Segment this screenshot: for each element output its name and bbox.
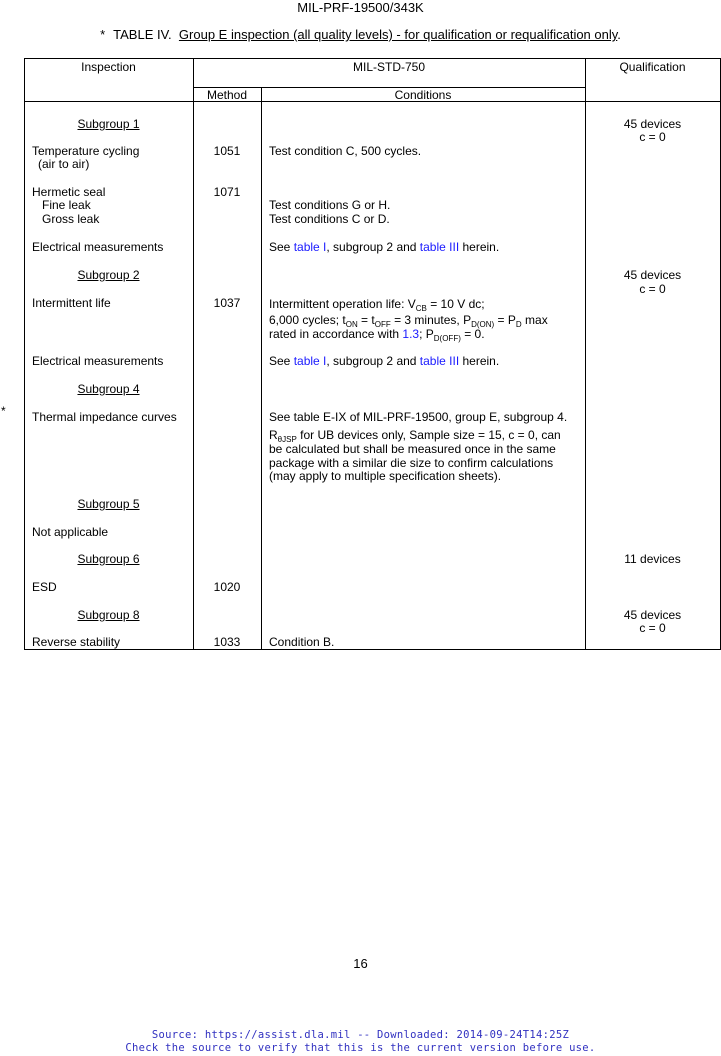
subgroup-2-title: Subgroup 2 — [77, 268, 140, 282]
temperature-cycling-method: 1051 — [213, 144, 241, 158]
header-inspection: Inspection — [81, 60, 136, 74]
intermittent-life-method: 1037 — [213, 296, 241, 310]
header-conditions: Conditions — [394, 88, 452, 102]
esd-method: 1020 — [213, 580, 241, 594]
gross-leak-condition: Test conditions C or D. — [269, 212, 390, 226]
subgroup-1-electrical-condition: See table I, subgroup 2 and table III herein. — [269, 240, 500, 254]
temperature-cycling-condition: Test condition C, 500 cycles. — [269, 144, 422, 158]
subgroup-5-not-applicable: Not applicable — [32, 525, 109, 539]
reverse-stability-label: Reverse stability — [32, 635, 121, 649]
subgroup-2-electrical-condition: See table I, subgroup 2 and table III herein. — [269, 354, 500, 368]
temperature-cycling-sublabel: (air to air) — [38, 157, 90, 171]
subgroup-2-acceptance: c = 0 — [639, 282, 666, 296]
subgroup-8-acceptance: c = 0 — [639, 621, 666, 635]
source-footer-line: Source: https://assist.dla.mil -- Downloaded: 2014-09-24T14:25Z — [151, 1029, 570, 1041]
method-divider — [261, 87, 262, 650]
table-caption: Group E inspection (all quality levels) - for qualification or requalification only — [178, 27, 618, 42]
subgroup-4-title: Subgroup 4 — [77, 382, 140, 396]
table-i-link[interactable]: table I — [293, 354, 327, 368]
thermal-impedance-condition-line-4: package with a similar die size to confirm calculations — [269, 456, 554, 470]
subgroup-2-electrical-label: Electrical measurements — [32, 354, 164, 368]
subgroup-2-qualification: 45 devices — [623, 268, 682, 282]
subgroup-8-qualification: 45 devices — [623, 608, 682, 622]
temperature-cycling-label: Temperature cycling — [32, 144, 140, 158]
thermal-impedance-condition-line-2: $R_{\theta JSP}$ for UB devices only, Sample size = 15, c = 0, can — [269, 428, 561, 444]
thermal-impedance-condition-line-5: (may apply to multiple specification sheets). — [269, 469, 502, 483]
header-qualification: Qualification — [619, 60, 686, 74]
revision-star: * — [100, 27, 106, 42]
table-iii-link[interactable]: table III — [419, 354, 460, 368]
verify-footer-line: Check the source to verify that this is the current version before use. — [125, 1042, 596, 1054]
subgroup-1-electrical-label: Electrical measurements — [32, 240, 164, 254]
table-title: * TABLE IV. Group E inspection (all quality levels) - for qualification or requalification only. — [100, 27, 621, 42]
fine-leak-condition: Test conditions G or H. — [269, 198, 391, 212]
hermetic-seal-label: Hermetic seal — [32, 185, 106, 199]
table-number: TABLE IV. — [113, 27, 172, 42]
hermetic-seal-method: 1071 — [213, 185, 241, 199]
subgroup-1-qualification: 45 devices — [623, 117, 682, 131]
thermal-impedance-condition-line-3: be calculated but shall be measured once in the same — [269, 442, 556, 456]
header-method: Method — [206, 88, 248, 102]
header-milstd: MIL-STD-750 — [352, 60, 426, 74]
esd-label: ESD — [32, 580, 57, 594]
table-i-link[interactable]: table I — [293, 240, 327, 254]
thermal-impedance-label: Thermal impedance curves — [32, 410, 177, 424]
subgroup-1-acceptance: c = 0 — [639, 130, 666, 144]
intermittent-life-label: Intermittent life — [32, 296, 111, 310]
gross-leak-label: Gross leak — [42, 212, 100, 226]
subgroup-5-title: Subgroup 5 — [77, 497, 140, 511]
reverse-stability-method: 1033 — [213, 635, 241, 649]
table-bottom-border — [24, 649, 720, 650]
document-number: MIL-PRF-19500/343K — [297, 0, 424, 15]
intermittent-life-condition-line-1: Intermittent operation life: $V_{CB} = 10$ V dc; — [269, 297, 485, 313]
fine-leak-label: Fine leak — [42, 198, 91, 212]
reverse-stability-condition: Condition B. — [269, 635, 335, 649]
subgroup-4-revision-star: * — [1, 404, 6, 418]
subgroup-6-qualification: 11 devices — [624, 552, 681, 566]
table-iii-link[interactable]: table III — [419, 240, 460, 254]
section-1-3-link[interactable]: 1.3 — [402, 327, 420, 341]
subgroup-8-title: Subgroup 8 — [77, 608, 140, 622]
thermal-impedance-condition-line-1: See table E-IX of MIL-PRF-19500, group E, subgroup 4. — [269, 410, 568, 424]
page-number: 16 — [353, 956, 368, 971]
intermittent-life-condition-line-3: rated in accordance with 1.3; $P_{D(OFF)} = 0$. — [269, 327, 485, 343]
subgroup-6-title: Subgroup 6 — [77, 552, 140, 566]
intermittent-life-condition-line-2: 6,000 cycles; $t_{ON} = t_{OFF} = 3$ minutes, $P_{D(ON)} = P_D$ max — [269, 313, 548, 329]
subgroup-1-title: Subgroup 1 — [77, 117, 140, 131]
table-top-border — [24, 58, 720, 59]
